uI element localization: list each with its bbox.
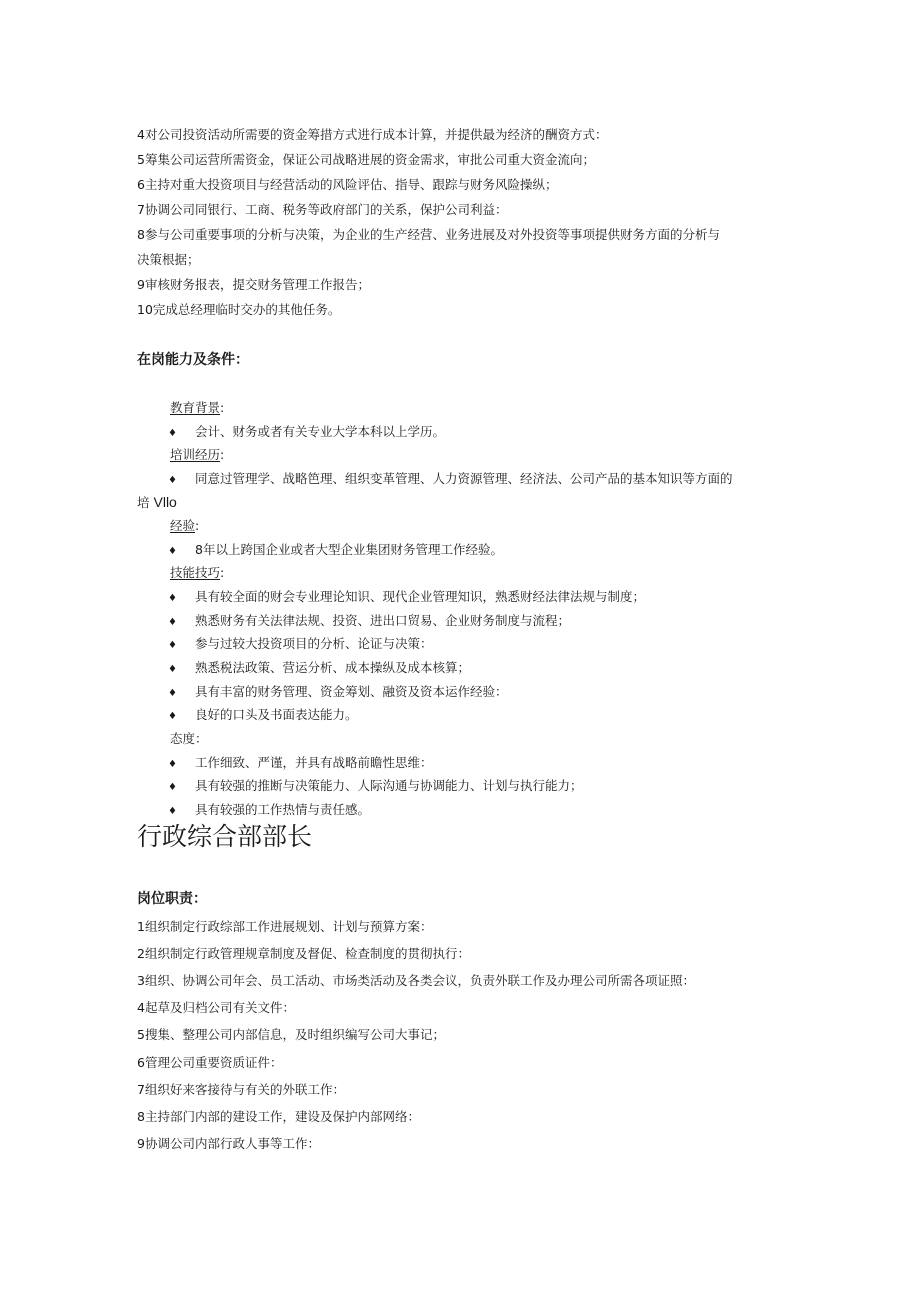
education-item [168,424,445,442]
experience-item [168,542,503,560]
experience-label-text: 经验 [170,518,196,533]
attitude-item-text: 具有较强的推断与决策能力、人际沟通与协调能力、计划与执行能力； [195,778,583,793]
admin-duty-8: 8主持部门内部的建设工作，建设及保护内部网络： [137,1109,420,1124]
admin-duty-4: 4起草及归档公司有关文件： [137,1000,295,1015]
diamond-bullet-icon: ♦ [168,546,177,557]
education-label-text: 教育背景 [170,400,221,415]
admin-duty-2: 2组织制定行政管理规章制度及督促、检查制度的贯彻执行： [137,946,470,961]
admin-duty-9: 9协调公司内部行政人事等工作： [137,1136,320,1151]
skills-label-text: 技能技巧 [170,565,221,580]
skills-item [168,613,570,631]
experience-item-text: 8年以上跨国企业或者大型企业集团财务管理工作经验。 [195,542,503,557]
education-label [170,400,224,416]
skills-item-text: 熟悉财务有关法律法规、投资、进出口贸易、企业财务制度与流程； [195,613,571,628]
education-item-text: 会计、财务或者有关专业大学本科以上学历。 [195,424,446,439]
skills-item-text: 参与过较大投资项目的分析、论证与决策： [195,636,433,651]
skills-item [168,589,645,607]
admin-section-title: 行政综合部部长 [137,822,313,851]
admin-duty-1: 1组织制定行政综部工作进展规划、计划与预算方案： [137,919,433,934]
duty-line-8: 8参与公司重要事项的分析与决策，为企业的生产经营、业务进展及对外投资等事项提供财务方面的分析与 [137,227,720,242]
skills-item-text: 良好的口头及书面表达能力。 [195,707,358,722]
experience-label [170,518,199,534]
diamond-bullet-icon: ♦ [168,759,177,770]
skills-item [168,660,470,678]
experience-colon: : [195,518,200,533]
attitude-item [168,778,583,796]
duty-line-7: 7协调公司同银行、工商、税务等政府部门的关系，保护公司利益： [137,202,508,217]
admin-duty-6: 6管理公司重要资质证件： [137,1055,283,1070]
training-item-text: 同意过管理学、战略笆理、组织变革管理、人力资源管理、经济法、公司产品的基本知识等方面的 [195,471,733,486]
diamond-bullet-icon: ♦ [168,711,177,722]
skills-item-text: 具有较全面的财会专业理论知识、现代企业管理知识，熟悉财经法律法规与制度； [195,589,646,604]
training-continuation-latin: Vllo [153,494,177,510]
skills-item [168,636,433,654]
diamond-bullet-icon: ♦ [168,593,177,604]
attitude-label: 态度： [170,731,208,746]
training-item-continuation [137,494,177,511]
attitude-item [168,755,433,773]
skills-label [170,565,224,581]
qualifications-heading: 在岗能力及条件： [137,352,249,368]
training-label [170,447,224,463]
diamond-bullet-icon: ♦ [168,782,177,793]
admin-duties-heading: 岗位职责： [137,891,207,907]
skills-colon: : [220,565,225,580]
duty-line-10: 10完成总经理临时交办的其他任务。 [137,302,341,317]
skills-item-text: 熟悉税法政策、营运分析、成本操纵及成本核算； [195,660,471,675]
duty-line-9: 9审核财务报表，提交财务管理工作报告； [137,277,370,292]
training-colon: : [220,447,225,462]
diamond-bullet-icon: ♦ [168,617,177,628]
attitude-item [168,802,370,820]
duty-line-8-cont: 决策根据； [137,252,200,267]
admin-duty-5: 5搜集、整理公司内部信息，及时组织编写公司大事记； [137,1027,445,1042]
diamond-bullet-icon: ♦ [168,428,177,439]
attitude-item-text: 具有较强的工作热情与责任感。 [195,802,371,817]
diamond-bullet-icon: ♦ [168,640,177,651]
training-label-text: 培训经历 [170,447,221,462]
admin-duty-3: 3组织、协调公司年会、员工活动、市场类活动及各类会议，负责外联工作及办理公司所需各项证照： [137,973,695,988]
duty-line-6: 6主持对重大投资项目与经营活动的风险评估、指导、跟踪与财务风险操纵； [137,177,558,192]
training-continuation-prefix: 培 [137,495,150,510]
skills-item [168,707,358,725]
training-item [168,471,733,489]
skills-item-text: 具有丰富的财务管理、资金筹划、融资及资本运作经验： [195,684,508,699]
diamond-bullet-icon: ♦ [168,806,177,817]
duty-line-5: 5筹集公司运营所需资金，保证公司战略进展的资金需求，审批公司重大资金流向； [137,152,595,167]
duty-line-4: 4对公司投资活动所需要的资金筹措方式进行成本计算，并提供最为经济的酬资方式： [137,127,608,142]
diamond-bullet-icon: ♦ [168,688,177,699]
diamond-bullet-icon: ♦ [168,664,177,675]
skills-item [168,684,508,702]
diamond-bullet-icon: ♦ [168,475,177,486]
education-colon: : [220,400,225,415]
admin-duty-7: 7组织好来客接待与有关的外联工作： [137,1082,345,1097]
attitude-item-text: 工作细致、严谨，并具有战略前瞻性思维： [195,755,433,770]
